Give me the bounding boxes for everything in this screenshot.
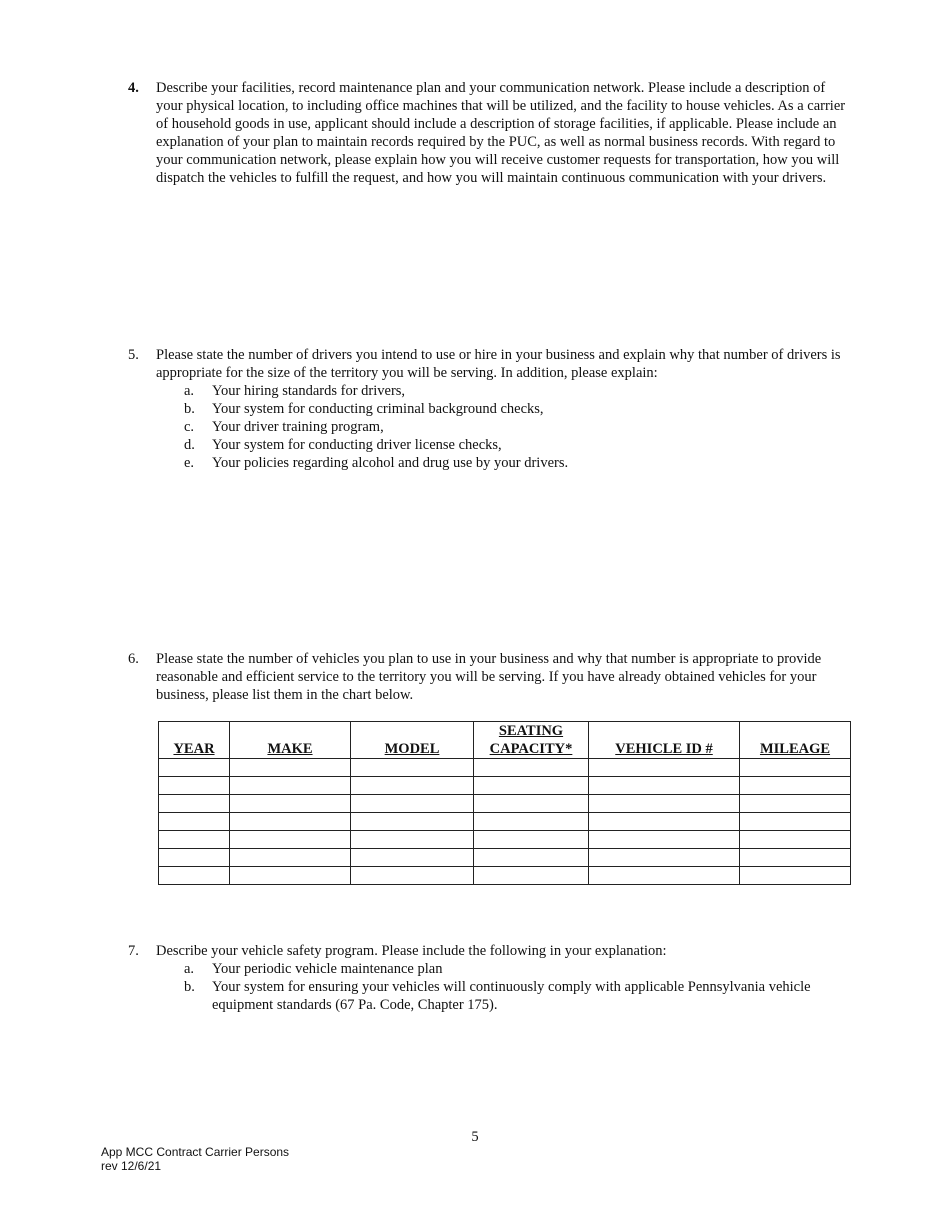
- question-text: Describe your facilities, record maintenance plan and your communication network. Please include a description of your physical location, to including office machines that will be utilized, and the facility to house vehicles. As a carrier of household goods in use, applicant should include a description of storage facilities, if applicable. Please include an explanation of your plan to maintain records required by the PUC, as well as normal business records. With regard to your communication network, please explain how you will receive customer requests for transportation, how you will dispatch the vehicles to fulfill the request, and how you will maintain continuous communication with your drivers.: [156, 80, 846, 186]
- list-item: [184, 400, 850, 418]
- question-6: [128, 650, 850, 704]
- table-cell[interactable]: [230, 831, 351, 849]
- table-cell[interactable]: [351, 849, 474, 867]
- list-item-letter: d.: [184, 437, 195, 453]
- header-seating-capacity: [474, 722, 589, 759]
- list-item-text: Your hiring standards for drivers,: [212, 383, 406, 399]
- header-make: MAKE: [230, 722, 351, 759]
- list-item: [184, 382, 850, 400]
- table-header-row: [159, 722, 851, 759]
- list-item-letter: c.: [184, 419, 195, 435]
- table-cell[interactable]: [740, 777, 851, 795]
- table-cell[interactable]: [474, 831, 589, 849]
- list-item-text: Your system for conducting criminal background checks,: [212, 401, 544, 417]
- question-text: Please state the number of drivers you intend to use or hire in your business and explain why that number of drivers is appropriate for the size of the territory you will be serving. In addition, please explain:: [156, 347, 841, 381]
- page-number: 5: [471, 1129, 479, 1145]
- table-cell[interactable]: [159, 831, 230, 849]
- table-row: [159, 777, 851, 795]
- list-item: [184, 978, 850, 1014]
- footer-form-name: App MCC Contract Carrier Persons: [101, 1145, 290, 1159]
- list-item-letter: b.: [184, 979, 195, 995]
- table-cell[interactable]: [474, 759, 589, 777]
- table-cell[interactable]: [589, 831, 740, 849]
- table-cell[interactable]: [474, 849, 589, 867]
- table-cell[interactable]: [589, 777, 740, 795]
- table-cell[interactable]: [230, 867, 351, 885]
- table-cell[interactable]: [230, 777, 351, 795]
- list-item-text: Your driver training program,: [212, 419, 384, 435]
- footer-revision: rev 12/6/21: [101, 1159, 162, 1173]
- list-item: [184, 418, 850, 436]
- table-row: [159, 813, 851, 831]
- header-vehicle-id: VEHICLE ID #: [589, 722, 740, 759]
- table-cell[interactable]: [230, 759, 351, 777]
- table-cell[interactable]: [230, 795, 351, 813]
- question-4: [128, 79, 850, 187]
- table-cell[interactable]: [159, 849, 230, 867]
- vehicle-table: [158, 721, 851, 885]
- table-cell[interactable]: [159, 813, 230, 831]
- table-cell[interactable]: [351, 759, 474, 777]
- table-cell[interactable]: [159, 867, 230, 885]
- table-row: [159, 831, 851, 849]
- table-cell[interactable]: [159, 777, 230, 795]
- list-item: [184, 960, 850, 978]
- question-5: [128, 346, 850, 472]
- list-item-letter: a.: [184, 961, 195, 977]
- list-item-text: Your periodic vehicle maintenance plan: [212, 961, 443, 977]
- table-cell[interactable]: [474, 795, 589, 813]
- table-cell[interactable]: [589, 795, 740, 813]
- table-cell[interactable]: [740, 849, 851, 867]
- header-seating-line2: CAPACITY*: [489, 741, 573, 757]
- table-row: [159, 795, 851, 813]
- table-cell[interactable]: [474, 813, 589, 831]
- table-cell[interactable]: [740, 867, 851, 885]
- question-number: 6.: [128, 651, 139, 667]
- table-cell[interactable]: [740, 831, 851, 849]
- question-text: Describe your vehicle safety program. Please include the following in your explanation:: [156, 943, 667, 959]
- table-cell[interactable]: [351, 795, 474, 813]
- table-cell[interactable]: [589, 813, 740, 831]
- table-cell[interactable]: [159, 795, 230, 813]
- table-cell[interactable]: [351, 777, 474, 795]
- header-year: YEAR: [159, 722, 230, 759]
- header-model: MODEL: [351, 722, 474, 759]
- header-seating-line1: SEATING: [498, 723, 564, 739]
- table-cell[interactable]: [740, 759, 851, 777]
- table-cell[interactable]: [351, 813, 474, 831]
- question-number: 4.: [128, 80, 139, 96]
- table-row: [159, 849, 851, 867]
- table-cell[interactable]: [474, 777, 589, 795]
- table-cell[interactable]: [230, 849, 351, 867]
- table-cell[interactable]: [740, 795, 851, 813]
- table-cell[interactable]: [740, 813, 851, 831]
- list-item-letter: b.: [184, 401, 195, 417]
- list-item: [184, 436, 850, 454]
- list-item-text: Your system for ensuring your vehicles will continuously comply with applicable Pennsylvania vehicle equipment standards (67 Pa. Code, Chapter 175).: [212, 979, 811, 1013]
- table-cell[interactable]: [589, 759, 740, 777]
- table-cell[interactable]: [474, 867, 589, 885]
- header-mileage: MILEAGE: [740, 722, 851, 759]
- question-text: Please state the number of vehicles you plan to use in your business and why that number is appropriate to provide reasonable and efficient service to the territory you will be serving. If you have already obtained vehicles for your business, please list them in the chart below.: [156, 651, 822, 703]
- table-cell[interactable]: [589, 867, 740, 885]
- list-item-text: Your system for conducting driver license checks,: [212, 437, 502, 453]
- footer: [101, 1145, 289, 1173]
- list-item-text: Your policies regarding alcohol and drug use by your drivers.: [212, 455, 569, 471]
- list-item-letter: e.: [184, 455, 195, 471]
- table-row: [159, 759, 851, 777]
- question-number: 5.: [128, 347, 139, 363]
- table-row: [159, 867, 851, 885]
- list-item-letter: a.: [184, 383, 195, 399]
- table-cell[interactable]: [351, 831, 474, 849]
- list-item: [184, 454, 850, 472]
- table-cell[interactable]: [230, 813, 351, 831]
- table-cell[interactable]: [351, 867, 474, 885]
- question-number: 7.: [128, 943, 139, 959]
- table-cell[interactable]: [589, 849, 740, 867]
- question-7: [128, 942, 850, 1014]
- table-cell[interactable]: [159, 759, 230, 777]
